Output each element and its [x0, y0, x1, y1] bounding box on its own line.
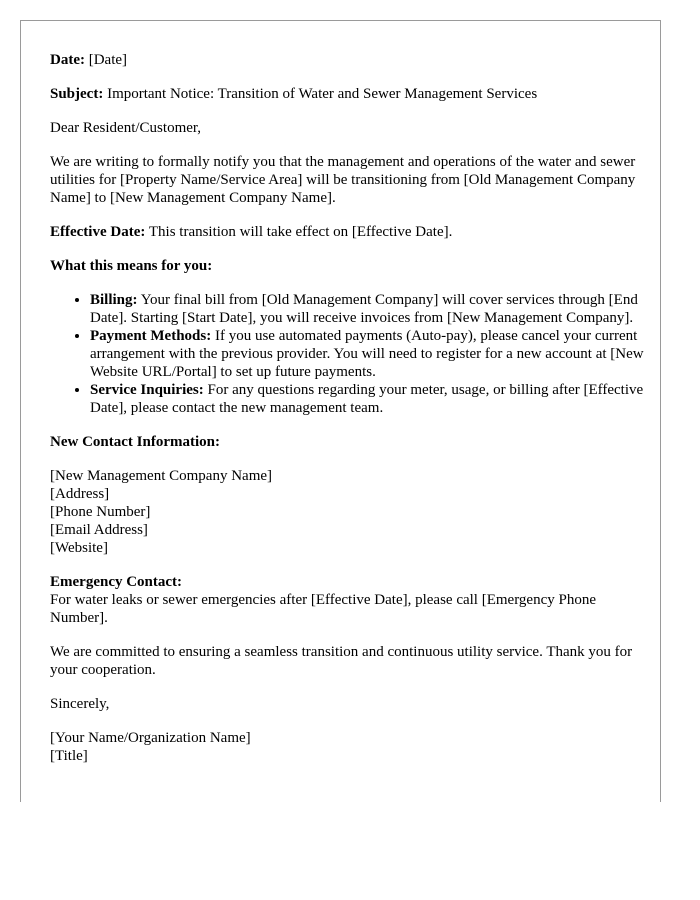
- effective-date-label: Effective Date:: [50, 224, 146, 240]
- list-item-billing: [90, 291, 650, 327]
- greeting: Dear Resident/Customer,: [50, 120, 202, 136]
- bullet-text: If you use automated payments (Auto-pay), please cancel your current arrangement with the previous provider. You will need to register for a new account at [New Website URL/Portal] to set up future payments.: [90, 328, 644, 380]
- contact-address: [Address]: [50, 486, 110, 502]
- letter-page: [20, 20, 661, 802]
- bullet-text: Your final bill from [Old Management Company] will cover services through [End Date]. Starting [Start Date], you will receive invoices from [New Management Company].: [90, 292, 638, 326]
- contact-email: [Email Address]: [50, 522, 148, 538]
- subject-line: [50, 85, 650, 103]
- letter-body: [50, 51, 650, 781]
- emergency-contact-label: Emergency Contact:: [50, 574, 183, 590]
- signature-title: [Title]: [50, 748, 88, 764]
- contact-info-block: [50, 467, 650, 557]
- effective-date-value: This transition will take effect on [Effective Date].: [148, 224, 453, 240]
- date-line: [50, 51, 650, 69]
- contact-website: [Website]: [50, 540, 108, 556]
- changes-list: [50, 291, 650, 417]
- emergency-contact-text: For water leaks or sewer emergencies after [Effective Date], please call [Emergency Phone Number].: [50, 592, 596, 626]
- bullet-text: For any questions regarding your meter, usage, or billing after [Effective Date], please contact the new management team.: [90, 382, 644, 416]
- subject-value: Important Notice: Transition of Water and Sewer Management Services: [107, 86, 538, 102]
- closing-paragraph: We are committed to ensuring a seamless transition and continuous utility service. Thank you for your cooperation.: [50, 644, 633, 678]
- subject-label: Subject:: [50, 86, 104, 102]
- contact-phone: [Phone Number]: [50, 504, 151, 520]
- list-item-service-inquiries: [90, 381, 650, 417]
- intro-paragraph: We are writing to formally notify you that the management and operations of the water and sewer utilities for [Property Name/Service Area] will be transitioning from [Old Management Company Name] to [New Management Company Name].: [50, 154, 636, 206]
- contact-heading: New Contact Information:: [50, 434, 220, 450]
- what-this-means-heading: What this means for you:: [50, 258, 213, 274]
- bullet-label: Billing:: [90, 292, 138, 308]
- effective-date-line: [50, 223, 650, 241]
- signature-name: [Your Name/Organization Name]: [50, 730, 251, 746]
- emergency-contact-block: [50, 573, 650, 627]
- bullet-label: Payment Methods:: [90, 328, 212, 344]
- list-item-payment-methods: [90, 327, 650, 381]
- signature-block: [50, 729, 650, 765]
- date-value: [Date]: [88, 52, 128, 68]
- date-label: Date:: [50, 52, 85, 68]
- signoff: Sincerely,: [50, 696, 110, 712]
- contact-company-name: [New Management Company Name]: [50, 468, 273, 484]
- bullet-label: Service Inquiries:: [90, 382, 204, 398]
